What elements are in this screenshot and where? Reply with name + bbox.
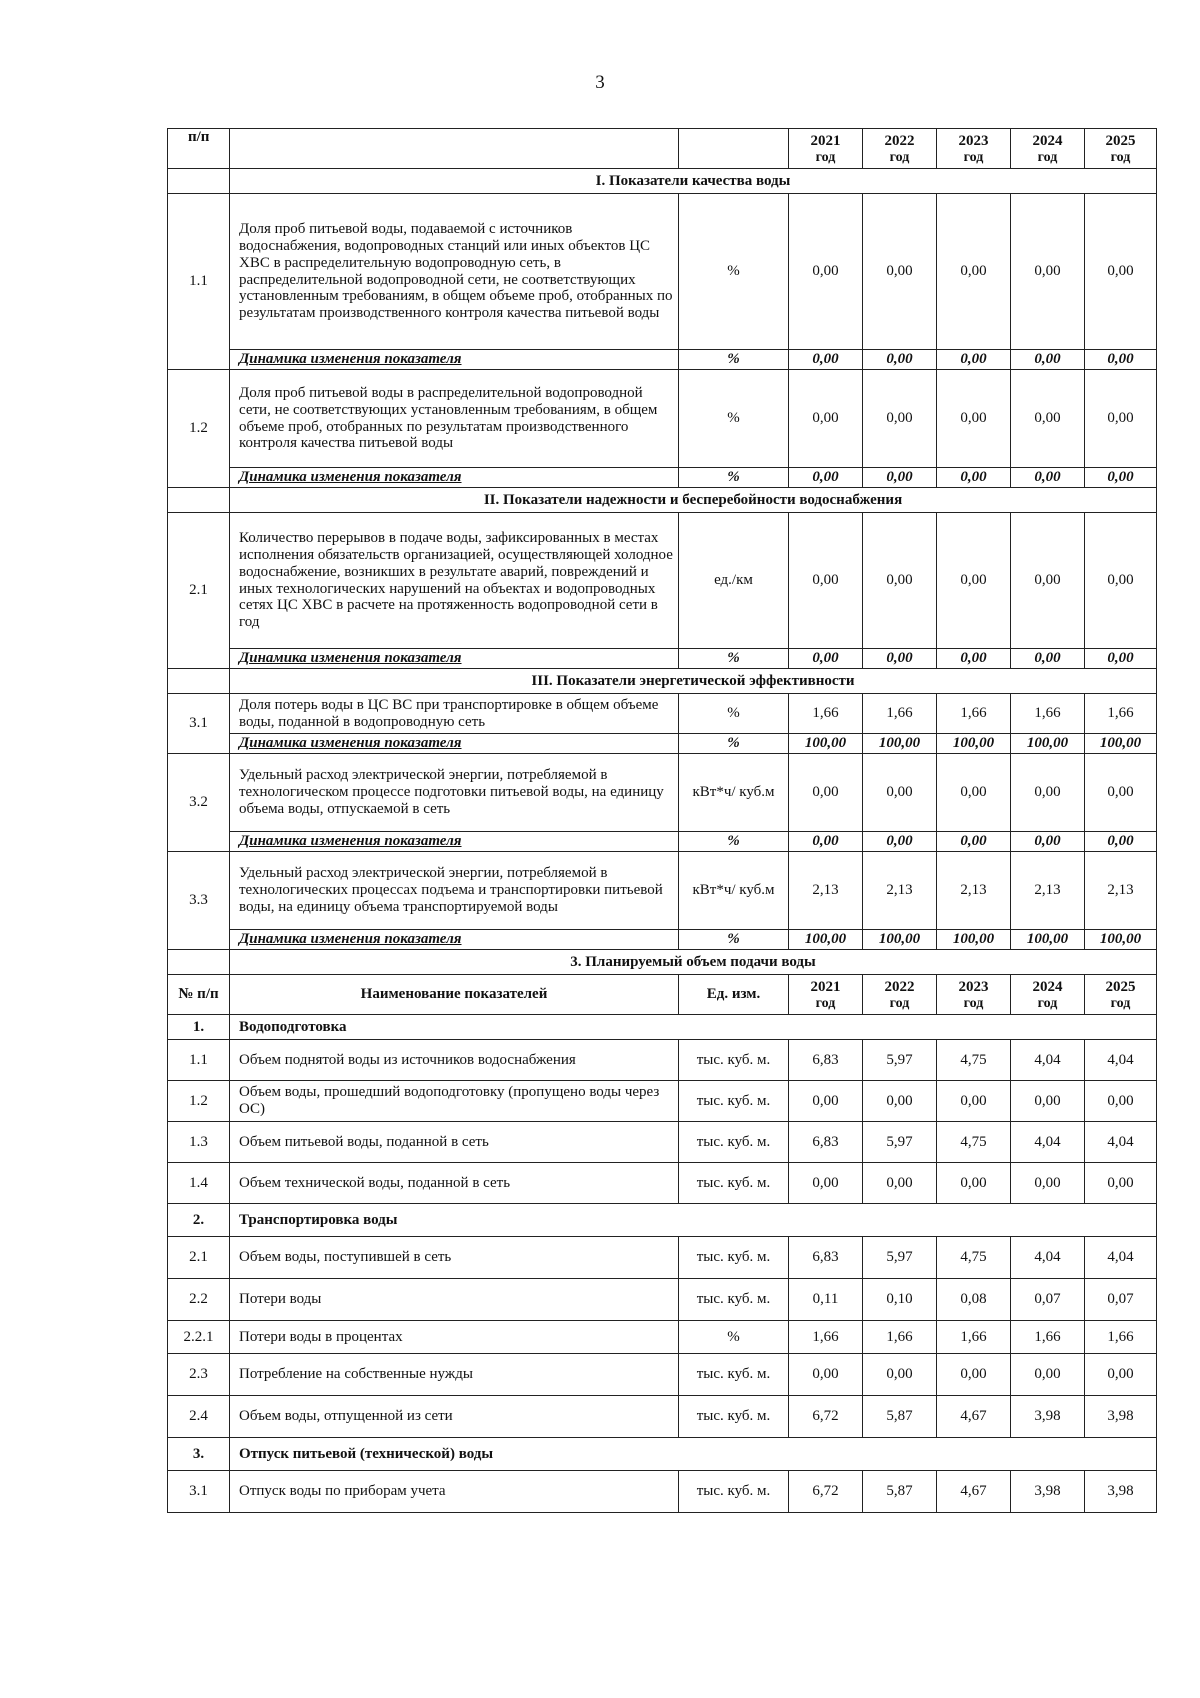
row-name: Отпуск воды по приборам учета	[230, 1471, 679, 1513]
value-cell: 0,00	[937, 370, 1011, 468]
section-spacer	[168, 488, 230, 513]
value-cell: 1,66	[863, 1321, 937, 1354]
row-unit: %	[679, 734, 789, 754]
value-cell: 1,66	[789, 694, 863, 734]
row-name: Удельный расход электрической энергии, потребляемой в технологических процессах подъема и транспортировки питьевой воды, на единицу объема транспортируемой воды	[230, 852, 679, 930]
value-cell: 0,00	[937, 1081, 1011, 1122]
row-name: Доля проб питьевой воды, подаваемой с источников водоснабжения, водопроводных станций или иных объектов ЦС ХВС в распределительную водопроводную сеть, в распределительной водопроводной сети, не соответствующих установленным требованиям, в общем объеме проб, отобранных по результатам производственного контроля качества питьевой воды	[230, 194, 679, 350]
value-cell: 0,00	[789, 370, 863, 468]
volume-body	[168, 1015, 1157, 1513]
value-cell: 0,00	[863, 194, 937, 350]
value-cell: 100,00	[937, 734, 1011, 754]
value-cell: 0,00	[1085, 754, 1157, 832]
value-cell: 6,83	[789, 1040, 863, 1081]
value-cell: 1,66	[1011, 1321, 1085, 1354]
group-num: 1.	[168, 1015, 230, 1040]
dynamics-label: Динамика изменения показателя	[230, 468, 679, 488]
row-num: 2.1	[168, 513, 230, 669]
value-cell: 0,00	[1011, 649, 1085, 669]
value-cell: 1,66	[937, 694, 1011, 734]
header2-name: Наименование показателей	[230, 975, 679, 1015]
value-cell: 5,87	[863, 1396, 937, 1438]
row-name: Удельный расход электрической энергии, потребляемой в технологическом процессе подготовки питьевой воды, на единицу объема воды, отпускаемой в сеть	[230, 754, 679, 832]
value-cell: 1,66	[937, 1321, 1011, 1354]
row-unit: %	[679, 832, 789, 852]
value-cell: 0,00	[937, 513, 1011, 649]
row-unit: %	[679, 370, 789, 468]
value-cell: 0,00	[789, 754, 863, 832]
row-unit: тыс. куб. м.	[679, 1279, 789, 1321]
value-cell: 5,97	[863, 1122, 937, 1163]
value-cell: 6,72	[789, 1471, 863, 1513]
section-row	[168, 169, 1157, 194]
section-title: I. Показатели качества воды	[230, 169, 1157, 194]
group-row	[168, 1204, 1157, 1237]
page-number: 3	[595, 72, 605, 93]
value-cell: 4,04	[1011, 1040, 1085, 1081]
header2-unit: Ед. изм.	[679, 975, 789, 1015]
value-cell: 2,13	[1085, 852, 1157, 930]
row-num: 1.4	[168, 1163, 230, 1204]
row-num: 3.1	[168, 694, 230, 754]
row-unit: тыс. куб. м.	[679, 1354, 789, 1396]
value-cell: 100,00	[1085, 930, 1157, 950]
row-num: 3.3	[168, 852, 230, 950]
table-row	[168, 1237, 1157, 1279]
value-cell: 2,13	[1011, 852, 1085, 930]
value-cell: 0,00	[1085, 370, 1157, 468]
value-cell: 0,00	[1085, 832, 1157, 852]
value-cell: 0,00	[789, 350, 863, 370]
row-unit: %	[679, 694, 789, 734]
dynamics-label: Динамика изменения показателя	[230, 734, 679, 754]
value-cell: 100,00	[789, 930, 863, 950]
value-cell: 5,97	[863, 1040, 937, 1081]
row-unit: тыс. куб. м.	[679, 1122, 789, 1163]
row-num: 3.1	[168, 1471, 230, 1513]
row-unit: тыс. куб. м.	[679, 1081, 789, 1122]
value-cell: 0,00	[937, 649, 1011, 669]
row-name: Объем технической воды, поданной в сеть	[230, 1163, 679, 1204]
value-cell: 5,87	[863, 1471, 937, 1513]
value-cell: 0,00	[1011, 1354, 1085, 1396]
table-row	[168, 513, 1157, 649]
value-cell: 0,00	[1085, 194, 1157, 350]
row-num: 2.3	[168, 1354, 230, 1396]
table-row	[168, 1163, 1157, 1204]
value-cell: 1,66	[1085, 694, 1157, 734]
value-cell: 4,04	[1011, 1237, 1085, 1279]
value-cell: 0,00	[789, 649, 863, 669]
row-unit: ед./км	[679, 513, 789, 649]
value-cell: 0,00	[937, 754, 1011, 832]
value-cell: 6,72	[789, 1396, 863, 1438]
row-name: Объем воды, отпущенной из сети	[230, 1396, 679, 1438]
row-name: Доля потерь воды в ЦС ВС при транспортировке в общем объеме воды, поданной в водопроводную сеть	[230, 694, 679, 734]
dynamics-row	[168, 350, 1157, 370]
group-row	[168, 1438, 1157, 1471]
value-cell: 0,00	[789, 1081, 863, 1122]
value-cell: 3,98	[1085, 1471, 1157, 1513]
row-num: 1.1	[168, 194, 230, 370]
row-unit: %	[679, 1321, 789, 1354]
header-name-empty	[230, 129, 679, 169]
table-row	[168, 694, 1157, 734]
value-cell: 4,75	[937, 1040, 1011, 1081]
value-cell: 0,00	[937, 1354, 1011, 1396]
value-cell: 0,00	[789, 513, 863, 649]
value-cell: 0,00	[1011, 1081, 1085, 1122]
value-cell: 0,00	[1011, 754, 1085, 832]
value-cell: 0,00	[863, 370, 937, 468]
value-cell: 0,10	[863, 1279, 937, 1321]
value-cell: 0,00	[937, 194, 1011, 350]
value-cell: 0,00	[1085, 468, 1157, 488]
value-cell: 4,75	[937, 1122, 1011, 1163]
value-cell: 4,04	[1085, 1122, 1157, 1163]
section-spacer	[168, 669, 230, 694]
value-cell: 0,00	[1011, 468, 1085, 488]
volume-header	[168, 975, 1157, 1015]
value-cell: 1,66	[863, 694, 937, 734]
header2-year-2024: 2024 год	[1011, 975, 1085, 1015]
group-name: Транспортировка воды	[230, 1204, 1157, 1237]
volume-header-row	[168, 975, 1157, 1015]
row-num: 1.2	[168, 370, 230, 488]
row-name: Объем питьевой воды, поданной в сеть	[230, 1122, 679, 1163]
header-year-2023: 2023 год	[937, 129, 1011, 169]
row-unit: %	[679, 649, 789, 669]
table-row	[168, 852, 1157, 930]
value-cell: 1,66	[1085, 1321, 1157, 1354]
dynamics-row	[168, 734, 1157, 754]
table-row	[168, 754, 1157, 832]
table-row	[168, 1081, 1157, 1122]
dynamics-label: Динамика изменения показателя	[230, 350, 679, 370]
section-title: 3. Планируемый объем подачи воды	[230, 950, 1157, 975]
value-cell: 0,00	[1011, 350, 1085, 370]
row-unit: тыс. куб. м.	[679, 1163, 789, 1204]
row-num: 2.4	[168, 1396, 230, 1438]
table-row	[168, 1279, 1157, 1321]
value-cell: 0,00	[789, 832, 863, 852]
group-row	[168, 1015, 1157, 1040]
value-cell: 0,00	[937, 350, 1011, 370]
dynamics-row	[168, 649, 1157, 669]
value-cell: 0,11	[789, 1279, 863, 1321]
value-cell: 100,00	[937, 930, 1011, 950]
value-cell: 4,67	[937, 1396, 1011, 1438]
value-cell: 2,13	[789, 852, 863, 930]
section-spacer	[168, 169, 230, 194]
value-cell: 100,00	[1011, 930, 1085, 950]
value-cell: 3,98	[1011, 1396, 1085, 1438]
value-cell: 0,00	[1085, 1354, 1157, 1396]
row-name: Объем воды, поступившей в сеть	[230, 1237, 679, 1279]
value-cell: 100,00	[1011, 734, 1085, 754]
table-row	[168, 1354, 1157, 1396]
table-row	[168, 370, 1157, 468]
dynamics-label: Динамика изменения показателя	[230, 832, 679, 852]
value-cell: 0,00	[863, 1354, 937, 1396]
row-name: Потери воды	[230, 1279, 679, 1321]
indicators-body	[168, 129, 1157, 975]
row-name: Объем поднятой воды из источников водоснабжения	[230, 1040, 679, 1081]
row-unit: тыс. куб. м.	[679, 1237, 789, 1279]
row-num: 1.1	[168, 1040, 230, 1081]
section-row	[168, 669, 1157, 694]
value-cell: 6,83	[789, 1237, 863, 1279]
value-cell: 0,00	[1085, 513, 1157, 649]
value-cell: 0,00	[863, 649, 937, 669]
value-cell: 0,00	[1085, 649, 1157, 669]
value-cell: 0,00	[789, 468, 863, 488]
group-name: Водоподготовка	[230, 1015, 1157, 1040]
header2-year-2025: 2025 год	[1085, 975, 1157, 1015]
value-cell: 4,04	[1085, 1237, 1157, 1279]
value-cell: 1,66	[789, 1321, 863, 1354]
row-unit: кВт*ч/ куб.м	[679, 754, 789, 832]
row-unit: %	[679, 194, 789, 350]
header-year-2022: 2022 год	[863, 129, 937, 169]
header-year-2024: 2024 год	[1011, 129, 1085, 169]
value-cell: 0,00	[789, 194, 863, 350]
value-cell: 100,00	[863, 930, 937, 950]
section-spacer	[168, 950, 230, 975]
table-row	[168, 194, 1157, 350]
value-cell: 0,08	[937, 1279, 1011, 1321]
value-cell: 1,66	[1011, 694, 1085, 734]
table-row	[168, 1471, 1157, 1513]
value-cell: 100,00	[1085, 734, 1157, 754]
row-name: Потери воды в процентах	[230, 1321, 679, 1354]
value-cell: 0,00	[789, 1163, 863, 1204]
header-num: п/п	[168, 129, 230, 169]
value-cell: 0,00	[1011, 513, 1085, 649]
value-cell: 0,00	[937, 468, 1011, 488]
value-cell: 0,00	[1011, 1163, 1085, 1204]
value-cell: 4,04	[1085, 1040, 1157, 1081]
row-num: 2.1	[168, 1237, 230, 1279]
value-cell: 0,00	[1085, 1081, 1157, 1122]
header2-year-2023: 2023 год	[937, 975, 1011, 1015]
value-cell: 0,00	[1085, 1163, 1157, 1204]
section-title: III. Показатели энергетической эффективности	[230, 669, 1157, 694]
value-cell: 0,00	[863, 832, 937, 852]
header-year-2025: 2025 год	[1085, 129, 1157, 169]
header2-year-2021: 2021 год	[789, 975, 863, 1015]
row-unit: тыс. куб. м.	[679, 1471, 789, 1513]
value-cell: 3,98	[1085, 1396, 1157, 1438]
row-name: Количество перерывов в подаче воды, зафиксированных в местах исполнения обязательств организацией, осуществляющей холодное водоснабжение, возникших в результате аварий, повреждений и иных технологических нарушений на объектах и водопроводных сетях ЦС ХВС в расчете на протяженность водопроводной сети в год	[230, 513, 679, 649]
value-cell: 2,13	[937, 852, 1011, 930]
value-cell: 0,00	[863, 350, 937, 370]
row-num: 1.2	[168, 1081, 230, 1122]
value-cell: 0,00	[863, 754, 937, 832]
row-num: 2.2	[168, 1279, 230, 1321]
row-unit: тыс. куб. м.	[679, 1396, 789, 1438]
value-cell: 4,04	[1011, 1122, 1085, 1163]
header2-num: № п/п	[168, 975, 230, 1015]
value-cell: 0,00	[789, 1354, 863, 1396]
dynamics-row	[168, 832, 1157, 852]
value-cell: 0,00	[863, 513, 937, 649]
table-row	[168, 1321, 1157, 1354]
dynamics-row	[168, 468, 1157, 488]
value-cell: 3,98	[1011, 1471, 1085, 1513]
row-name: Потребление на собственные нужды	[230, 1354, 679, 1396]
value-cell: 0,00	[863, 1163, 937, 1204]
value-cell: 6,83	[789, 1122, 863, 1163]
value-cell: 0,00	[937, 832, 1011, 852]
row-unit: %	[679, 350, 789, 370]
dynamics-label: Динамика изменения показателя	[230, 930, 679, 950]
row-name: Объем воды, прошедший водоподготовку (пропущено воды через ОС)	[230, 1081, 679, 1122]
value-cell: 4,67	[937, 1471, 1011, 1513]
group-num: 3.	[168, 1438, 230, 1471]
indicators-table	[167, 128, 1157, 1513]
row-num: 1.3	[168, 1122, 230, 1163]
dynamics-label: Динамика изменения показателя	[230, 649, 679, 669]
value-cell: 0,00	[937, 1163, 1011, 1204]
header-unit-empty	[679, 129, 789, 169]
header2-year-2022: 2022 год	[863, 975, 937, 1015]
section-row	[168, 950, 1157, 975]
row-num: 3.2	[168, 754, 230, 852]
group-name: Отпуск питьевой (технической) воды	[230, 1438, 1157, 1471]
row-unit: %	[679, 930, 789, 950]
value-cell: 100,00	[863, 734, 937, 754]
value-cell: 0,07	[1011, 1279, 1085, 1321]
value-cell: 100,00	[789, 734, 863, 754]
section-row	[168, 488, 1157, 513]
value-cell: 0,00	[1085, 350, 1157, 370]
value-cell: 5,97	[863, 1237, 937, 1279]
value-cell: 4,75	[937, 1237, 1011, 1279]
value-cell: 0,00	[1011, 194, 1085, 350]
value-cell: 0,00	[1011, 832, 1085, 852]
row-num: 2.2.1	[168, 1321, 230, 1354]
table-header-row	[168, 129, 1157, 169]
table-row	[168, 1040, 1157, 1081]
row-unit: кВт*ч/ куб.м	[679, 852, 789, 930]
header-year-2021: 2021 год	[789, 129, 863, 169]
section-title: II. Показатели надежности и бесперебойности водоснабжения	[230, 488, 1157, 513]
row-name: Доля проб питьевой воды в распределительной водопроводной сети, не соответствующих установленным требованиям, в общем объеме проб, отобранных по результатам производственного контроля качества питьевой воды	[230, 370, 679, 468]
dynamics-row	[168, 930, 1157, 950]
table-row	[168, 1396, 1157, 1438]
value-cell: 0,07	[1085, 1279, 1157, 1321]
value-cell: 0,00	[863, 468, 937, 488]
value-cell: 2,13	[863, 852, 937, 930]
value-cell: 0,00	[1011, 370, 1085, 468]
row-unit: %	[679, 468, 789, 488]
value-cell: 0,00	[863, 1081, 937, 1122]
row-unit: тыс. куб. м.	[679, 1040, 789, 1081]
group-num: 2.	[168, 1204, 230, 1237]
table-row	[168, 1122, 1157, 1163]
